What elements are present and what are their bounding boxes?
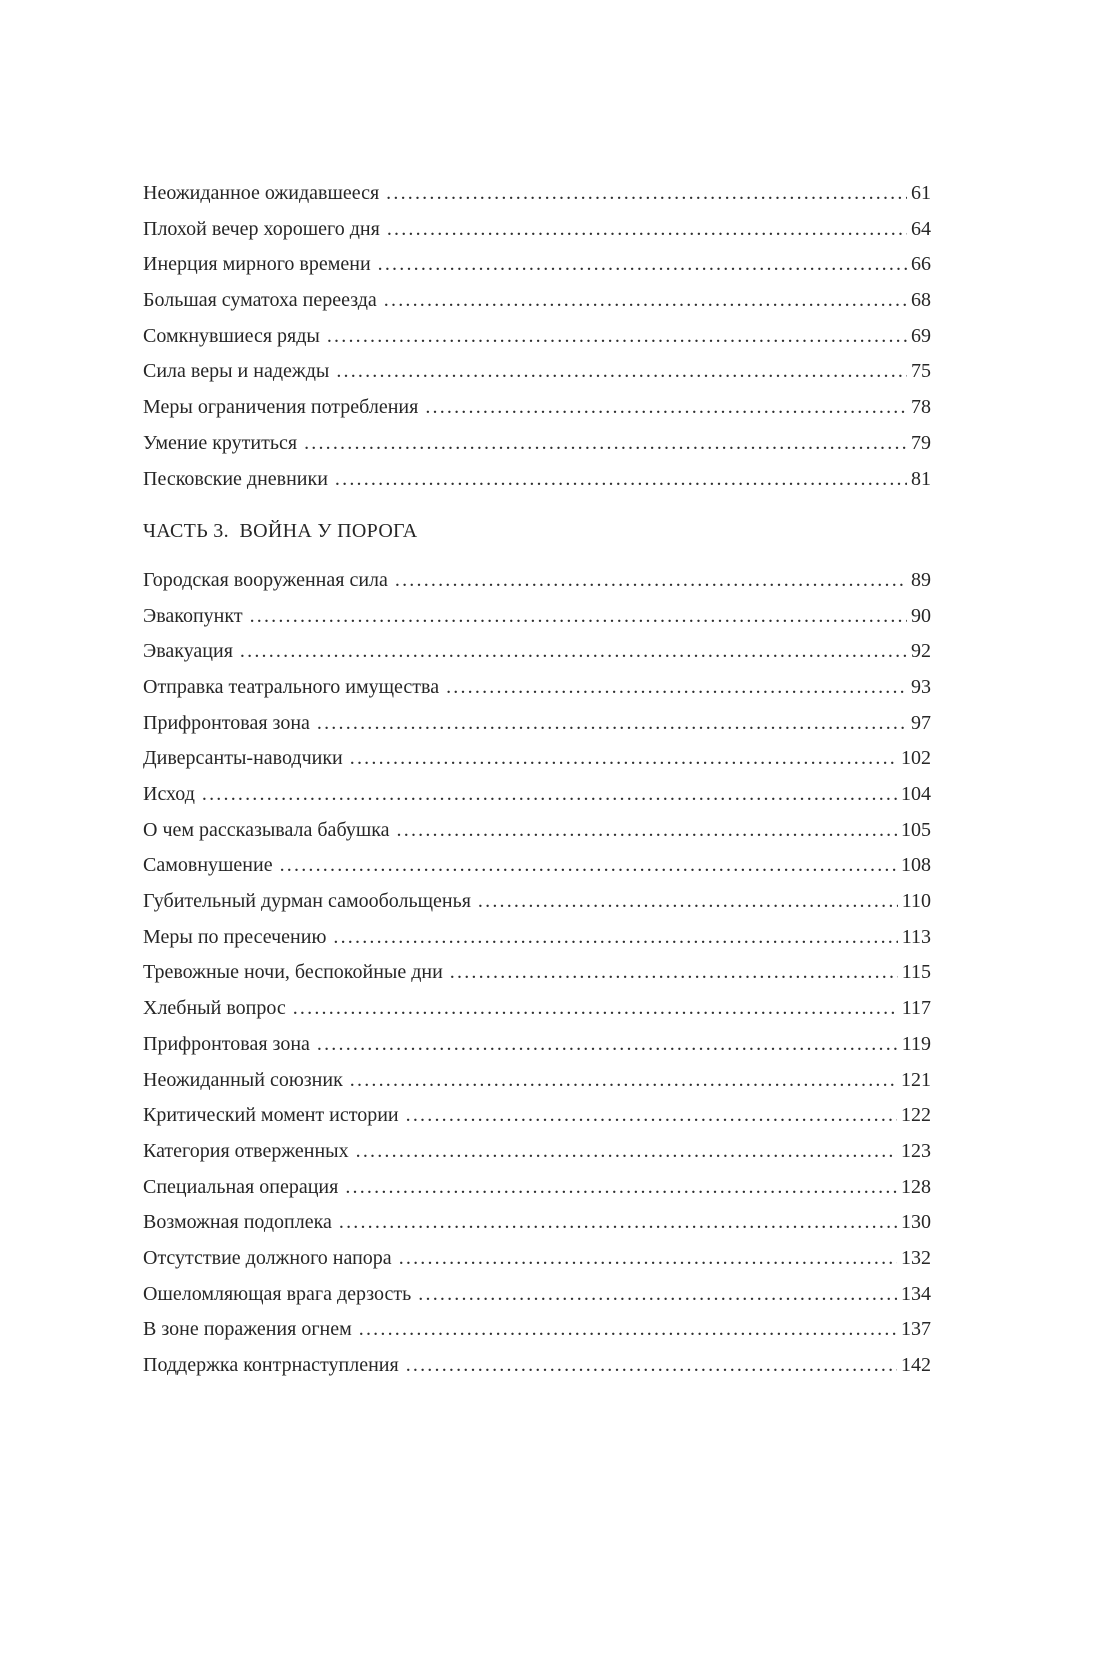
dotted-leader	[406, 1348, 897, 1384]
toc-entry-title: Неожиданный союзник	[143, 1068, 343, 1091]
dotted-leader	[280, 848, 897, 884]
toc-entry	[143, 1277, 931, 1313]
toc-entry-page-number: 108	[901, 854, 931, 877]
toc-entry-title: Эвакуация	[143, 640, 233, 663]
dotted-leader	[384, 283, 907, 319]
toc-entry-title: Прифронтовая зона	[143, 711, 310, 734]
toc-entry	[143, 1312, 931, 1348]
table-of-contents	[143, 176, 931, 1384]
toc-entry	[143, 462, 931, 498]
toc-entry	[143, 634, 931, 670]
dotted-leader	[335, 462, 907, 498]
dotted-leader	[478, 884, 898, 920]
dotted-leader	[387, 212, 907, 248]
toc-entry-page-number: 66	[911, 253, 931, 276]
toc-entry-page-number: 115	[901, 961, 931, 984]
dotted-leader	[356, 1134, 897, 1170]
toc-entry	[143, 884, 931, 920]
dotted-leader	[397, 813, 897, 849]
dotted-leader	[293, 991, 898, 1027]
dotted-leader	[304, 426, 907, 462]
toc-entry	[143, 354, 931, 390]
toc-entry-page-number: 113	[901, 925, 931, 948]
toc-entry-title: Поддержка контрнаступления	[143, 1354, 399, 1376]
toc-entry	[143, 991, 931, 1027]
toc-entry-title: Специальная операция	[143, 1175, 339, 1198]
dotted-leader	[202, 777, 897, 813]
toc-entry	[143, 1348, 931, 1384]
dotted-leader	[317, 706, 907, 742]
toc-entry	[143, 920, 931, 956]
dotted-leader	[350, 741, 897, 777]
toc-entry	[143, 777, 931, 813]
toc-entry-page-number: 104	[901, 783, 931, 805]
dotted-leader	[406, 1098, 897, 1134]
toc-entry-title: Отсутствие должного напора	[143, 1246, 392, 1269]
toc-entry	[143, 319, 931, 355]
toc-entry-title: В зоне поражения огнем	[143, 1318, 352, 1341]
toc-entry-page-number: 61	[911, 182, 931, 204]
toc-entry-title: Хлебный вопрос	[143, 997, 286, 1020]
dotted-leader	[345, 1170, 897, 1206]
toc-entry-page-number: 69	[911, 324, 931, 347]
toc-entry-page-number: 134	[901, 1282, 931, 1305]
dotted-leader	[386, 176, 907, 212]
toc-entry-title: Плохой вечер хорошего дня	[143, 217, 380, 240]
toc-entry-page-number: 64	[911, 217, 931, 240]
dotted-leader	[327, 319, 907, 355]
toc-entry	[143, 741, 931, 777]
toc-entry	[143, 176, 931, 212]
toc-entry-page-number: 79	[911, 431, 931, 454]
dotted-leader	[317, 1027, 898, 1063]
toc-entry-page-number: 81	[911, 467, 931, 490]
dotted-leader	[240, 634, 907, 670]
toc-entry	[143, 390, 931, 426]
dotted-leader	[425, 390, 907, 426]
toc-entry-page-number: 97	[911, 711, 931, 734]
toc-entry	[143, 1098, 931, 1134]
dotted-leader	[418, 1277, 897, 1313]
toc-entry-title: Прифронтовая зона	[143, 1032, 310, 1055]
toc-entry-title: Отправка театрального имущества	[143, 675, 440, 698]
toc-entry-title: Критический момент истории	[143, 1104, 399, 1127]
toc-entry-page-number: 102	[901, 747, 931, 770]
toc-entry-page-number: 90	[911, 604, 931, 627]
toc-entry-page-number: 110	[901, 890, 931, 913]
toc-entry	[143, 1063, 931, 1099]
toc-entry-title: Песковские дневники	[143, 467, 328, 490]
toc-entry	[143, 813, 931, 849]
toc-entry-page-number: 123	[901, 1139, 931, 1162]
toc-entry	[143, 1134, 931, 1170]
dotted-leader	[399, 1241, 897, 1277]
toc-entry-title: Ошеломляющая врага дерзость	[143, 1282, 412, 1305]
toc-entry-title: Сомкнувшиеся ряды	[143, 324, 320, 347]
toc-entry-title: Меры по пресечению	[143, 925, 327, 948]
toc-entry	[143, 426, 931, 462]
dotted-leader	[359, 1312, 897, 1348]
toc-entry-page-number: 132	[901, 1246, 931, 1269]
toc-entry	[143, 1205, 931, 1241]
dotted-leader	[250, 599, 907, 635]
toc-entry	[143, 247, 931, 283]
toc-entry-title: О чем рассказывала бабушка	[143, 818, 390, 841]
toc-entry-title: Сила веры и надежды	[143, 360, 330, 383]
toc-entry-title: Самовнушение	[143, 854, 273, 877]
toc-entry-title: Меры ограничения потребления	[143, 396, 419, 419]
toc-entry	[143, 706, 931, 742]
toc-section-heading: ЧАСТЬ 3. ВОЙНА У ПОРОГА	[143, 520, 418, 543]
dotted-leader	[450, 955, 898, 991]
toc-entry-title: Возможная подоплека	[143, 1211, 332, 1234]
toc-entry-title: Категория отверженных	[143, 1139, 349, 1162]
toc-entry	[143, 283, 931, 319]
toc-entry-title: Инерция мирного времени	[143, 253, 371, 276]
toc-entry-page-number: 75	[911, 360, 931, 383]
toc-entry	[143, 1241, 931, 1277]
toc-entry-title: Тревожные ночи, беспокойные дни	[143, 961, 443, 984]
toc-entry-page-number: 93	[911, 675, 931, 698]
toc-entry-title: Диверсанты-наводчики	[143, 747, 343, 770]
toc-entry-page-number: 68	[911, 289, 931, 312]
toc-entry-page-number: 142	[901, 1354, 931, 1376]
toc-entry-page-number: 137	[901, 1318, 931, 1341]
toc-entry-page-number: 119	[901, 1032, 931, 1055]
dotted-leader	[333, 920, 897, 956]
dotted-leader	[378, 247, 907, 283]
dotted-leader	[395, 563, 907, 599]
toc-entry	[143, 670, 931, 706]
dotted-leader	[336, 354, 907, 390]
dotted-leader	[446, 670, 907, 706]
toc-entry	[143, 212, 931, 248]
toc-entry-title: Неожиданное ожидавшееся	[143, 182, 380, 204]
toc-entry-page-number: 122	[901, 1104, 931, 1127]
toc-entry-page-number: 128	[901, 1175, 931, 1198]
toc-entry-title: Городская вооруженная сила	[143, 568, 388, 591]
toc-entry-page-number: 92	[911, 640, 931, 663]
toc-entry-title: Губительный дурман самообольщенья	[143, 890, 471, 913]
dotted-leader	[339, 1205, 897, 1241]
toc-entry-title: Умение крутиться	[143, 431, 298, 454]
toc-entry-page-number: 117	[901, 997, 931, 1020]
toc-entry	[143, 1170, 931, 1206]
toc-entry-title: Эвакопункт	[143, 604, 243, 627]
toc-entry	[143, 955, 931, 991]
toc-entry-page-number: 121	[901, 1068, 931, 1091]
dotted-leader	[350, 1063, 897, 1099]
toc-entry-page-number: 105	[901, 818, 931, 841]
toc-entry	[143, 563, 931, 599]
toc-entry-page-number: 78	[911, 396, 931, 419]
toc-entry-title: Большая суматоха переезда	[143, 289, 377, 312]
toc-entry-page-number: 130	[901, 1211, 931, 1234]
toc-entry-page-number: 89	[911, 568, 931, 591]
toc-entry	[143, 1027, 931, 1063]
toc-entry	[143, 599, 931, 635]
toc-entry	[143, 848, 931, 884]
toc-entry-title: Исход	[143, 783, 195, 805]
